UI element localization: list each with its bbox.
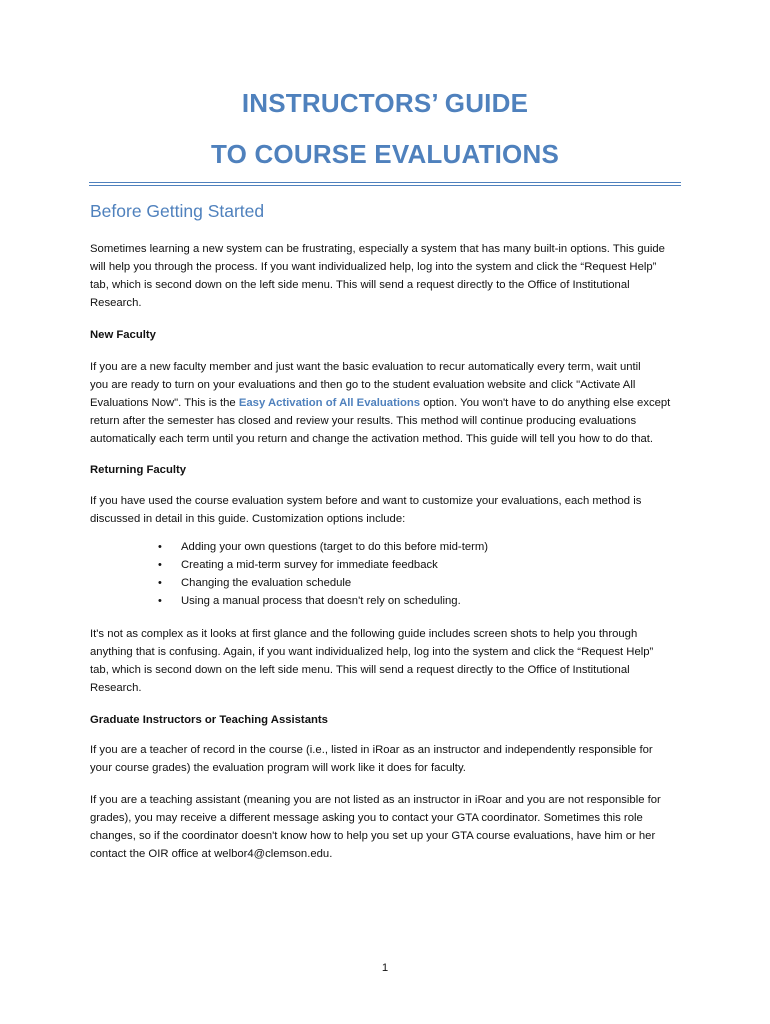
graduate-paragraph-2 xyxy=(90,791,690,863)
easy-activation-link[interactable]: Easy Activation of All Evaluations xyxy=(238,397,421,410)
paragraph-line: your course grades) the evaluation program will work like it does for faculty. xyxy=(90,762,466,775)
paragraph-line: you are ready to turn on your evaluations and then go to the student evaluation website and click "Activate All xyxy=(90,379,636,392)
paragraph-line: If you have used the course evaluation system before and want to customize your evaluations, each method is xyxy=(90,495,642,507)
paragraph-line: Research. xyxy=(90,682,142,695)
returning-faculty-followup xyxy=(90,625,690,697)
paragraph-line: If you are a teacher of record in the course (i.e., listed in iRoar as an instructor and independently responsible for xyxy=(90,744,653,756)
returning-faculty-paragraph xyxy=(90,492,690,528)
paragraph-line: changes, so if the coordinator doesn't know how to help you set up your GTA course evaluations, have him or her xyxy=(90,830,656,843)
page-number: 1 xyxy=(381,962,389,974)
bullet-icon: • xyxy=(158,559,162,571)
graduate-paragraph-1 xyxy=(90,741,690,777)
new-faculty-paragraph xyxy=(90,358,690,448)
section-heading: Before Getting Started xyxy=(90,201,265,221)
line-text: option. You won't have to do anything else except xyxy=(420,397,671,410)
graduate-heading: Graduate Instructors or Teaching Assistants xyxy=(90,714,328,726)
paragraph-line: If you are a teaching assistant (meaning you are not listed as an instructor in iRoar and you are not responsible for xyxy=(90,794,661,806)
bullet-icon: • xyxy=(158,541,162,553)
paragraph-line: will help you through the process. If you want individualized help, log into the system and click the “Request Help” xyxy=(90,261,657,274)
paragraph-line: grades), you may receive a different message asking you to contact your GTA coordinator. Sometimes this role xyxy=(90,812,643,825)
list-item-text: Adding your own questions (target to do this before mid-term) xyxy=(181,541,489,553)
bullet-icon: • xyxy=(158,595,162,607)
line-text: Evaluations Now". This is the xyxy=(90,397,239,410)
title-divider xyxy=(89,182,681,183)
paragraph-line: tab, which is second down on the left side menu. This will send a request directly to the Office of Institutional xyxy=(90,279,630,292)
list-item-text: Creating a mid-term survey for immediate feedback xyxy=(181,559,438,571)
bullet-icon: • xyxy=(158,577,162,589)
paragraph-line: return after the semester has closed and review your results. This method will continue producing evaluations xyxy=(90,415,637,428)
list-item-text: Using a manual process that doesn't rely on scheduling. xyxy=(181,595,461,607)
paragraph-line: automatically each term until you return and change the activation method. This guide will tell you how to do that. xyxy=(90,433,654,446)
list-item-text: Changing the evaluation schedule xyxy=(181,577,352,589)
paragraph-line: It's not as complex as it looks at first glance and the following guide includes screen shots to help you through xyxy=(90,628,638,640)
intro-paragraph xyxy=(90,240,690,312)
paragraph-line xyxy=(90,394,690,412)
paragraph-line: If you are a new faculty member and just want the basic evaluation to recur automatically every term, wait until xyxy=(90,361,641,373)
paragraph-line: discussed in detail in this guide. Customization options include: xyxy=(90,513,406,526)
paragraph-line: anything that is confusing. Again, if you want individualized help, log into the system and click the “Request Help” xyxy=(90,646,654,659)
returning-faculty-heading: Returning Faculty xyxy=(90,464,187,476)
title-divider-second xyxy=(89,185,681,186)
new-faculty-heading: New Faculty xyxy=(90,329,156,341)
paragraph-line: contact the OIR office at welbor4@clemson.edu. xyxy=(90,848,333,861)
paragraph-line: Research. xyxy=(90,297,142,310)
document-title-line-2: TO COURSE EVALUATIONS xyxy=(210,139,559,169)
paragraph-line: Sometimes learning a new system can be frustrating, especially a system that has many built-in options. This guide xyxy=(90,243,665,255)
document-title-line-1: INSTRUCTORS’ GUIDE xyxy=(241,88,529,118)
paragraph-line: tab, which is second down on the left side menu. This will send a request directly to the Office of Institutional xyxy=(90,664,630,677)
